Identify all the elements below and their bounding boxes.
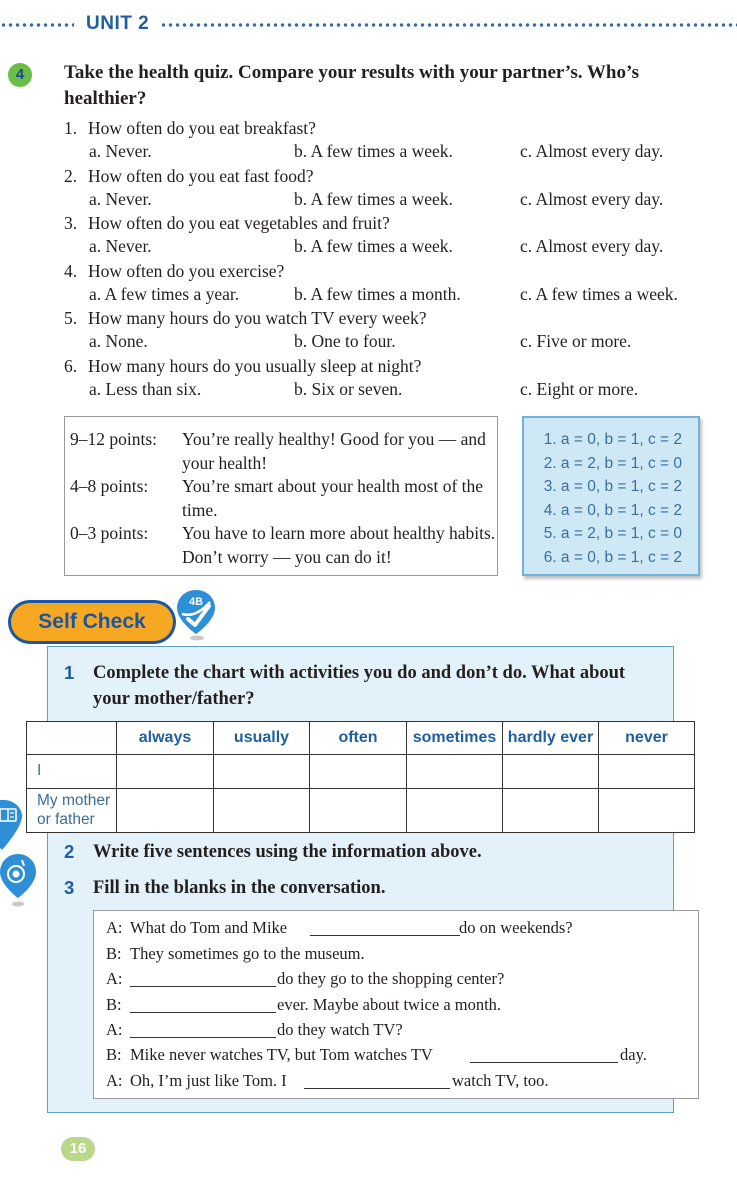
option-c: c. A few times a week. — [520, 283, 678, 304]
question-number: 1. — [64, 118, 78, 138]
chart-row-label: My mother or father — [27, 789, 117, 833]
option-c: c. Almost every day. — [520, 236, 664, 256]
chart-cell[interactable] — [407, 789, 503, 833]
header-dots-right — [160, 22, 737, 28]
question-number: 6. — [64, 355, 78, 376]
chart-row-label: I — [27, 755, 117, 789]
chart-cell[interactable] — [599, 789, 695, 833]
audio-track-icon[interactable] — [0, 852, 40, 913]
chart-column-header: always — [117, 722, 214, 755]
fill-in-blank[interactable] — [470, 1062, 618, 1063]
ab-badge-text: 4B — [188, 596, 204, 608]
task-number: 2 — [64, 841, 75, 862]
workbook-pin-graphic — [0, 800, 24, 852]
speaker-label: A: — [106, 918, 123, 937]
answer-key-box — [522, 416, 700, 576]
fill-in-blank[interactable] — [304, 1088, 450, 1089]
line-text: watch TV, too. — [452, 1071, 549, 1090]
option-b: b. A few times a week. — [294, 188, 453, 209]
exercise-instruction: Take the health quiz. Compare your results with your partner’s. Who’s healthier? — [64, 62, 639, 109]
quiz-question — [64, 354, 714, 378]
option-a: a. Never. — [89, 188, 152, 209]
page-number: 16 — [61, 1137, 95, 1161]
question-number: 5. — [64, 308, 78, 328]
chart-column-header: never — [599, 722, 695, 755]
line-text: They sometimes go to the museum. — [130, 944, 365, 963]
quiz-question — [64, 164, 714, 188]
task-text: Complete the chart with activities you do and don’t do. What about your mother/father? — [93, 663, 626, 709]
question-text: How often do you exercise? — [88, 260, 285, 281]
header-dots-left — [0, 22, 74, 28]
fill-in-blank[interactable] — [130, 1037, 276, 1038]
option-b: b. A few times a week. — [294, 236, 453, 256]
line-text: do on weekends? — [459, 918, 573, 937]
speaker-label: B: — [106, 1045, 122, 1064]
question-text: How many hours do you watch TV every week? — [88, 308, 427, 328]
answer-key-line: 2. a = 2, b = 1, c = 0 — [543, 454, 682, 472]
ab-badge-icon — [174, 588, 218, 642]
chart-cell[interactable] — [214, 755, 310, 789]
fill-in-blank[interactable] — [130, 986, 276, 987]
answer-key-line: 4. a = 0, b = 1, c = 2 — [543, 501, 682, 519]
frequency-chart — [26, 721, 695, 833]
question-number: 3. — [64, 213, 78, 233]
question-text: How many hours do you usually sleep at night? — [88, 355, 422, 376]
workbook-icon[interactable] — [0, 800, 24, 857]
quiz-question — [64, 116, 714, 140]
answer-key-line: 1. a = 0, b = 1, c = 2 — [543, 431, 682, 448]
chart-column-header: often — [310, 722, 407, 755]
task-text: Write five sentences using the information above. — [93, 842, 482, 862]
speaker-label: B: — [106, 995, 122, 1014]
unit-header — [0, 10, 737, 40]
quiz-options — [64, 378, 714, 402]
health-quiz — [64, 116, 714, 401]
speaker-label: B: — [106, 944, 122, 963]
chart-column-header: hardly ever — [503, 722, 599, 755]
chart-cell[interactable] — [310, 789, 407, 833]
chart-header-row — [27, 722, 695, 755]
answer-key-line: 6. a = 0, b = 1, c = 2 — [543, 548, 682, 566]
question-text: How often do you eat breakfast? — [88, 118, 316, 138]
quiz-options — [64, 330, 714, 354]
option-a: a. None. — [89, 331, 148, 351]
line-text: Mike never watches TV, but Tom watches TV — [130, 1045, 433, 1064]
chart-cell[interactable] — [117, 789, 214, 833]
quiz-question — [64, 306, 714, 330]
question-number: 2. — [64, 165, 78, 186]
line-text: do they watch TV? — [277, 1020, 403, 1039]
chart-cell[interactable] — [503, 755, 599, 789]
question-text: How often do you eat fast food? — [88, 165, 314, 186]
answer-key-line: 3. a = 0, b = 1, c = 2 — [543, 478, 682, 495]
chart-column-header: usually — [214, 722, 310, 755]
option-c: c. Five or more. — [520, 331, 632, 351]
speaker-label: A: — [106, 1071, 123, 1090]
line-text: ever. Maybe about twice a month. — [277, 995, 502, 1014]
chart-corner-cell — [27, 722, 117, 755]
chart-cell[interactable] — [117, 755, 214, 789]
option-a: a. Never. — [89, 236, 152, 256]
line-text: What do Tom and Mike — [130, 918, 288, 937]
chart-cell[interactable] — [214, 789, 310, 833]
speaker-label: A: — [106, 1020, 123, 1039]
option-a: a. Never. — [89, 141, 152, 161]
score-points: 0–3 points: — [70, 523, 149, 543]
option-c: c. Almost every day. — [520, 141, 664, 161]
option-b: b. A few times a week. — [294, 141, 453, 161]
option-b: b. A few times a month. — [294, 283, 461, 304]
quiz-options — [64, 140, 714, 164]
score-description: You’re smart about your health most of the time. — [182, 476, 484, 520]
chart-cell[interactable] — [310, 755, 407, 789]
audio-pin-graphic — [0, 852, 40, 908]
line-text: do they go to the shopping center? — [277, 969, 505, 988]
question-text: How often do you eat vegetables and fruit? — [88, 213, 390, 233]
ab-pin-graphic — [174, 588, 218, 642]
chart-cell[interactable] — [599, 755, 695, 789]
line-text: day. — [620, 1045, 647, 1064]
option-c: c. Eight or more. — [520, 378, 639, 399]
chart-row — [27, 789, 695, 833]
unit-title: UNIT 2 — [86, 13, 150, 34]
score-points: 4–8 points: — [70, 476, 149, 496]
score-description: You’re really healthy! Good for you — and your health! — [182, 429, 486, 473]
score-description: You have to learn more about healthy habits. Don’t worry — you can do it! — [182, 523, 496, 567]
option-c: c. Almost every day. — [520, 188, 664, 209]
exercise-number-badge: 4 — [8, 63, 32, 87]
quiz-question — [64, 211, 714, 235]
speaker-label: A: — [106, 969, 123, 988]
quiz-options — [64, 235, 714, 259]
chart-cell[interactable] — [407, 755, 503, 789]
task-number: 3 — [64, 877, 75, 898]
task-number: 1 — [64, 662, 75, 683]
quiz-options — [64, 188, 714, 212]
chart-cell[interactable] — [503, 789, 599, 833]
self-check-label — [8, 600, 176, 644]
fill-in-blank[interactable] — [310, 935, 460, 936]
option-b: b. Six or seven. — [294, 378, 403, 399]
line-text: Oh, I’m just like Tom. I — [130, 1071, 287, 1090]
scoring-box — [64, 416, 498, 576]
option-b: b. One to four. — [294, 331, 396, 351]
quiz-question — [64, 259, 714, 283]
fill-in-blank[interactable] — [130, 1012, 276, 1013]
chart-column-header: sometimes — [407, 722, 503, 755]
self-check-label-text: Self Check — [11, 603, 173, 641]
answer-key-line: 5. a = 2, b = 1, c = 0 — [543, 525, 682, 542]
conversation-box — [93, 910, 699, 1099]
task-text: Fill in the blanks in the conversation. — [93, 878, 386, 898]
quiz-options — [64, 283, 714, 307]
chart-row — [27, 755, 695, 789]
option-a: a. Less than six. — [89, 378, 202, 399]
score-points: 9–12 points: — [70, 429, 158, 449]
question-number: 4. — [64, 260, 78, 281]
option-a: a. A few times a year. — [89, 283, 240, 304]
